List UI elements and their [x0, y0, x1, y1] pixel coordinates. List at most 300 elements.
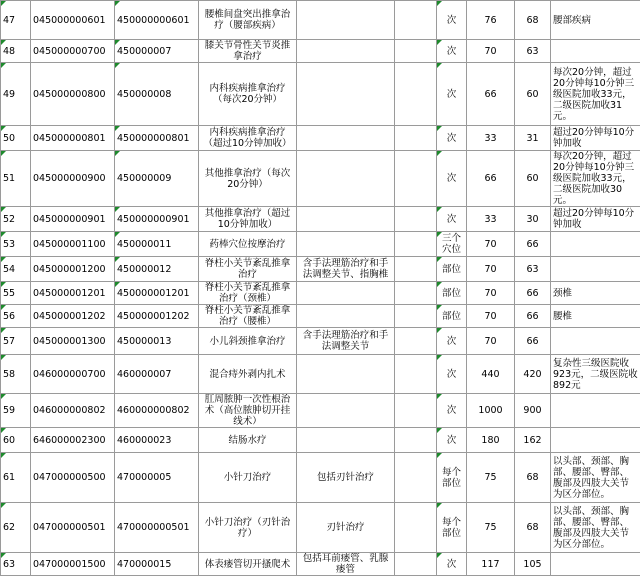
- price-tier-2-cell[interactable]: [515, 207, 551, 232]
- item-code-cell[interactable]: [31, 428, 115, 453]
- item-name: 内科疾病推拿治疗（超过10分钟加收）: [203, 127, 291, 149]
- price-unit: 每个部位: [442, 467, 461, 489]
- table-row: [1, 257, 640, 282]
- item-name-cell[interactable]: [199, 257, 297, 282]
- price-unit-cell[interactable]: [437, 257, 467, 282]
- price-unit: 次: [447, 46, 457, 57]
- price-tier-2: 31: [526, 133, 538, 144]
- row-number-cell[interactable]: [1, 428, 31, 453]
- cell-marker-icon: [437, 1, 442, 6]
- item-name-cell[interactable]: [199, 428, 297, 453]
- item-code: 045000000800: [33, 89, 106, 100]
- price-tier-2-cell[interactable]: [515, 126, 551, 151]
- remark: 以头部、颈部、胸部、腰部、臀部、腹部及四肢大关节为区分部位。: [553, 506, 629, 550]
- item-code-cell[interactable]: [31, 394, 115, 428]
- item-name: 其他推拿治疗（超过10分钟加收）: [205, 208, 291, 230]
- remark-cell[interactable]: [551, 63, 640, 126]
- price-unit-cell[interactable]: [437, 232, 467, 257]
- item-code: 047000001500: [33, 559, 106, 570]
- item-code-cell[interactable]: [31, 151, 115, 207]
- table-row: [1, 126, 640, 151]
- item-name-cell[interactable]: [199, 453, 297, 503]
- item-code-alt: 460000000802: [117, 405, 190, 416]
- price-unit: 次: [447, 15, 457, 26]
- excluded-content-cell[interactable]: [395, 63, 437, 126]
- remark-cell[interactable]: [551, 1, 640, 40]
- table-row: [1, 553, 640, 576]
- row-number-cell[interactable]: [1, 40, 31, 63]
- cell-marker-icon: [437, 257, 442, 262]
- cell-marker-icon: [115, 151, 120, 156]
- price-tier-3-cell[interactable]: [467, 63, 515, 126]
- item-name-cell[interactable]: [199, 232, 297, 257]
- row-number: 63: [3, 559, 15, 570]
- remark-cell[interactable]: [551, 553, 640, 576]
- item-code-alt-cell[interactable]: [115, 257, 199, 282]
- price-unit: 部位: [442, 264, 461, 275]
- price-tier-2: 68: [526, 15, 538, 26]
- table-row: [1, 355, 640, 394]
- row-number-cell[interactable]: [1, 503, 31, 553]
- remark: 超过20分钟每10分钟加收: [553, 127, 634, 149]
- cell-marker-icon: [437, 355, 442, 360]
- item-code-alt: 470000000501: [117, 522, 190, 533]
- table-row: [1, 503, 640, 553]
- item-name: 肛周脓肿一次性根治术（高位脓肿切开挂线术）: [205, 394, 291, 427]
- remark: 以头部、颈部、胸部、腰部、臀部、腹部及四肢大关节为区分部位。: [553, 456, 629, 500]
- remark-cell[interactable]: [551, 394, 640, 428]
- item-code-cell[interactable]: [31, 553, 115, 576]
- item-content: 包括刃针治疗: [317, 472, 374, 483]
- item-name: 结肠水疗: [228, 435, 266, 446]
- item-code-alt-cell[interactable]: [115, 63, 199, 126]
- price-unit-cell[interactable]: [437, 394, 467, 428]
- price-unit-cell[interactable]: [437, 305, 467, 328]
- row-number: 54: [3, 264, 15, 275]
- price-tier-2-cell[interactable]: [515, 305, 551, 328]
- item-name-cell[interactable]: [199, 63, 297, 126]
- remark-cell[interactable]: [551, 428, 640, 453]
- table-body: [1, 1, 640, 576]
- item-code: 046000000802: [33, 405, 106, 416]
- price-unit: 部位: [442, 288, 461, 299]
- excluded-content-cell[interactable]: [395, 126, 437, 151]
- table-row: [1, 40, 640, 63]
- price-tier-3-cell[interactable]: [467, 151, 515, 207]
- cell-marker-icon: [1, 428, 6, 433]
- price-tier-3-cell[interactable]: [467, 355, 515, 394]
- price-unit-cell[interactable]: [437, 553, 467, 576]
- cell-marker-icon: [115, 63, 120, 68]
- item-code-alt-cell[interactable]: [115, 1, 199, 40]
- remark: 每次20分钟，超过20分钟每10分钟三级医院加收33元，二级医院加收30元。: [553, 151, 634, 206]
- price-unit: 部位: [442, 311, 461, 322]
- item-code-alt-cell[interactable]: [115, 232, 199, 257]
- item-content-cell[interactable]: [297, 63, 395, 126]
- cell-marker-icon: [1, 328, 6, 333]
- price-tier-2-cell[interactable]: [515, 553, 551, 576]
- item-code: 045000001200: [33, 264, 106, 275]
- item-name: 膝关节骨性关节炎推拿治疗: [205, 40, 291, 62]
- item-code-alt-cell[interactable]: [115, 453, 199, 503]
- item-name: 脊柱小关节紊乱推拿治疗（颈椎）: [205, 282, 291, 304]
- row-number-cell[interactable]: [1, 553, 31, 576]
- item-content-cell[interactable]: [297, 1, 395, 40]
- item-code-alt-cell[interactable]: [115, 282, 199, 305]
- item-code-alt-cell[interactable]: [115, 328, 199, 355]
- row-number-cell[interactable]: [1, 63, 31, 126]
- row-number-cell[interactable]: [1, 257, 31, 282]
- cell-marker-icon: [437, 207, 442, 212]
- cell-marker-icon: [1, 503, 6, 508]
- item-content-cell[interactable]: [297, 207, 395, 232]
- item-content-cell[interactable]: [297, 553, 395, 576]
- row-number: 60: [3, 435, 15, 446]
- table-row: [1, 453, 640, 503]
- item-code-alt-cell[interactable]: [115, 394, 199, 428]
- cell-marker-icon: [437, 232, 442, 237]
- price-tier-3-cell[interactable]: [467, 553, 515, 576]
- cell-marker-icon: [437, 305, 442, 310]
- item-code-cell[interactable]: [31, 40, 115, 63]
- price-tier-3-cell[interactable]: [467, 328, 515, 355]
- row-number-cell[interactable]: [1, 305, 31, 328]
- item-content-cell[interactable]: [297, 453, 395, 503]
- item-code-cell[interactable]: [31, 305, 115, 328]
- item-name: 其他推拿治疗（每次20分钟）: [205, 168, 291, 190]
- row-number: 57: [3, 336, 15, 347]
- price-tier-3-cell[interactable]: [467, 503, 515, 553]
- remark-cell[interactable]: [551, 257, 640, 282]
- excluded-content-cell[interactable]: [395, 207, 437, 232]
- remark-cell[interactable]: [551, 503, 640, 553]
- item-content: 含手法理筋治疗和手法调整关节、指胸椎: [303, 258, 389, 280]
- item-name: 腰椎间盘突出推拿治疗（腰部疾病）: [205, 9, 291, 31]
- price-tier-2-cell[interactable]: [515, 394, 551, 428]
- price-unit: 次: [447, 369, 457, 380]
- item-code: 045000000901: [33, 214, 106, 225]
- row-number-cell[interactable]: [1, 1, 31, 40]
- price-tier-2: 30: [526, 214, 538, 225]
- cell-marker-icon: [1, 394, 6, 399]
- item-code-alt: 470000015: [117, 559, 171, 570]
- price-tier-2: 66: [526, 288, 538, 299]
- excluded-content-cell[interactable]: [395, 257, 437, 282]
- item-name-cell[interactable]: [199, 40, 297, 63]
- excluded-content-cell[interactable]: [395, 40, 437, 63]
- cell-marker-icon: [115, 40, 120, 45]
- price-tier-3-cell[interactable]: [467, 126, 515, 151]
- price-tier-3-cell[interactable]: [467, 453, 515, 503]
- price-tier-2: 66: [526, 311, 538, 322]
- excluded-content-cell[interactable]: [395, 553, 437, 576]
- row-number-cell[interactable]: [1, 151, 31, 207]
- item-name-cell[interactable]: [199, 503, 297, 553]
- remark-cell[interactable]: [551, 126, 640, 151]
- item-content: 包括耳前瘘管、乳腺瘘管: [303, 553, 389, 575]
- price-tier-3-cell[interactable]: [467, 232, 515, 257]
- item-content-cell[interactable]: [297, 126, 395, 151]
- item-code: 045000001100: [33, 239, 106, 250]
- item-content-cell[interactable]: [297, 282, 395, 305]
- table-row: [1, 394, 640, 428]
- item-code-cell[interactable]: [31, 207, 115, 232]
- row-number-cell[interactable]: [1, 453, 31, 503]
- cell-marker-icon: [437, 453, 442, 458]
- item-content-cell[interactable]: [297, 305, 395, 328]
- cell-marker-icon: [1, 282, 6, 287]
- price-tier-3-cell[interactable]: [467, 1, 515, 40]
- excluded-content-cell[interactable]: [395, 355, 437, 394]
- price-tier-3: 70: [484, 311, 496, 322]
- row-number: 51: [3, 173, 15, 184]
- price-unit: 次: [447, 336, 457, 347]
- price-unit-cell[interactable]: [437, 453, 467, 503]
- price-tier-3-cell[interactable]: [467, 394, 515, 428]
- price-tier-2: 60: [526, 89, 538, 100]
- price-tier-3: 75: [484, 522, 496, 533]
- item-content-cell[interactable]: [297, 257, 395, 282]
- item-code: 045000000700: [33, 46, 106, 57]
- item-code-alt-cell[interactable]: [115, 151, 199, 207]
- price-tier-3-cell[interactable]: [467, 428, 515, 453]
- item-content-cell[interactable]: [297, 355, 395, 394]
- row-number: 55: [3, 288, 15, 299]
- cell-marker-icon: [115, 282, 120, 287]
- item-name-cell[interactable]: [199, 355, 297, 394]
- remark-cell[interactable]: [551, 328, 640, 355]
- remark-cell[interactable]: [551, 232, 640, 257]
- price-tier-3-cell[interactable]: [467, 305, 515, 328]
- item-code-cell[interactable]: [31, 453, 115, 503]
- item-code-alt: 450000008: [117, 89, 171, 100]
- item-code-cell[interactable]: [31, 126, 115, 151]
- price-unit-cell[interactable]: [437, 151, 467, 207]
- cell-marker-icon: [1, 1, 6, 6]
- price-tier-3: 33: [484, 133, 496, 144]
- price-tier-3: 117: [481, 559, 499, 570]
- price-tier-2-cell[interactable]: [515, 355, 551, 394]
- item-content-cell[interactable]: [297, 428, 395, 453]
- item-name-cell[interactable]: [199, 1, 297, 40]
- price-tier-2-cell[interactable]: [515, 503, 551, 553]
- price-tier-2-cell[interactable]: [515, 1, 551, 40]
- cell-marker-icon: [1, 207, 6, 212]
- row-number: 58: [3, 369, 15, 380]
- table-row: [1, 1, 640, 40]
- excluded-content-cell[interactable]: [395, 503, 437, 553]
- table-row: [1, 232, 640, 257]
- price-tier-3: 66: [484, 173, 496, 184]
- excluded-content-cell[interactable]: [395, 453, 437, 503]
- cell-marker-icon: [437, 328, 442, 333]
- excluded-content-cell[interactable]: [395, 232, 437, 257]
- item-content-cell[interactable]: [297, 232, 395, 257]
- item-code-alt-cell[interactable]: [115, 355, 199, 394]
- cell-marker-icon: [437, 126, 442, 131]
- cell-marker-icon: [1, 355, 6, 360]
- excluded-content-cell[interactable]: [395, 328, 437, 355]
- price-unit-cell[interactable]: [437, 355, 467, 394]
- item-code-alt-cell[interactable]: [115, 305, 199, 328]
- price-unit-cell[interactable]: [437, 40, 467, 63]
- item-code: 045000001201: [33, 288, 106, 299]
- row-number-cell[interactable]: [1, 207, 31, 232]
- price-tier-2: 68: [526, 522, 538, 533]
- remark-cell[interactable]: [551, 355, 640, 394]
- item-code-cell[interactable]: [31, 355, 115, 394]
- price-unit-cell[interactable]: [437, 428, 467, 453]
- price-unit: 次: [447, 133, 457, 144]
- row-number: 50: [3, 133, 15, 144]
- table-row: [1, 207, 640, 232]
- cell-marker-icon: [437, 63, 442, 68]
- price-tier-3: 76: [484, 15, 496, 26]
- excluded-content-cell[interactable]: [395, 305, 437, 328]
- remark-cell[interactable]: [551, 282, 640, 305]
- remark: 复杂性三级医院收923元，二级医院收892元: [553, 358, 638, 391]
- item-code-cell[interactable]: [31, 503, 115, 553]
- item-name-cell[interactable]: [199, 305, 297, 328]
- price-unit-cell[interactable]: [437, 328, 467, 355]
- item-code: 047000000501: [33, 522, 106, 533]
- price-tier-2-cell[interactable]: [515, 428, 551, 453]
- price-tier-3: 70: [484, 239, 496, 250]
- price-tier-3: 70: [484, 264, 496, 275]
- item-name: 小针刀治疗: [224, 472, 272, 483]
- row-number-cell[interactable]: [1, 328, 31, 355]
- item-content: 含手法理筋治疗和手法调整关节: [303, 330, 389, 352]
- price-tier-2-cell[interactable]: [515, 257, 551, 282]
- table-row: [1, 328, 640, 355]
- price-unit-cell[interactable]: [437, 126, 467, 151]
- item-name-cell[interactable]: [199, 207, 297, 232]
- item-code-alt-cell[interactable]: [115, 428, 199, 453]
- price-tier-2-cell[interactable]: [515, 282, 551, 305]
- remark-cell[interactable]: [551, 453, 640, 503]
- item-name-cell[interactable]: [199, 282, 297, 305]
- item-code-alt-cell[interactable]: [115, 503, 199, 553]
- price-tier-2-cell[interactable]: [515, 151, 551, 207]
- price-tier-3-cell[interactable]: [467, 40, 515, 63]
- table-row: [1, 63, 640, 126]
- item-name-cell[interactable]: [199, 126, 297, 151]
- item-name: 内科疾病推拿治疗（每次20分钟）: [209, 83, 285, 105]
- item-name: 脊柱小关节紊乱推拿治疗（腰椎）: [205, 305, 291, 327]
- cell-marker-icon: [1, 453, 6, 458]
- excluded-content-cell[interactable]: [395, 1, 437, 40]
- price-unit-cell[interactable]: [437, 282, 467, 305]
- price-tier-3: 70: [484, 288, 496, 299]
- item-code-alt: 450000011: [117, 239, 171, 250]
- price-unit: 每个部位: [442, 517, 461, 539]
- excluded-content-cell[interactable]: [395, 394, 437, 428]
- row-number: 59: [3, 405, 15, 416]
- price-tier-2-cell[interactable]: [515, 328, 551, 355]
- price-unit-cell[interactable]: [437, 63, 467, 126]
- cell-marker-icon: [115, 126, 120, 131]
- item-code-cell[interactable]: [31, 232, 115, 257]
- row-number-cell[interactable]: [1, 232, 31, 257]
- price-tier-2: 68: [526, 472, 538, 483]
- cell-marker-icon: [437, 151, 442, 156]
- cell-marker-icon: [115, 232, 120, 237]
- price-tier-3-cell[interactable]: [467, 207, 515, 232]
- item-code-alt-cell[interactable]: [115, 553, 199, 576]
- remark-cell[interactable]: [551, 151, 640, 207]
- price-unit-cell[interactable]: [437, 503, 467, 553]
- row-number-cell[interactable]: [1, 282, 31, 305]
- item-code-alt-cell[interactable]: [115, 207, 199, 232]
- item-content-cell[interactable]: [297, 40, 395, 63]
- table-row: [1, 305, 640, 328]
- item-content: 刃针治疗: [326, 522, 364, 533]
- item-code-cell[interactable]: [31, 282, 115, 305]
- price-tier-3-cell[interactable]: [467, 282, 515, 305]
- price-unit: 次: [447, 214, 457, 225]
- item-name-cell[interactable]: [199, 394, 297, 428]
- item-name-cell[interactable]: [199, 151, 297, 207]
- price-tier-2-cell[interactable]: [515, 232, 551, 257]
- price-unit: 次: [447, 405, 457, 416]
- excluded-content-cell[interactable]: [395, 151, 437, 207]
- item-code-alt: 450000009: [117, 173, 171, 184]
- cell-marker-icon: [115, 207, 120, 212]
- item-code-alt-cell[interactable]: [115, 40, 199, 63]
- row-number-cell[interactable]: [1, 394, 31, 428]
- price-tier-2-cell[interactable]: [515, 40, 551, 63]
- item-code-alt: 450000007: [117, 46, 171, 57]
- price-tier-2-cell[interactable]: [515, 63, 551, 126]
- item-content-cell[interactable]: [297, 151, 395, 207]
- item-code: 045000001202: [33, 311, 106, 322]
- remark-cell[interactable]: [551, 305, 640, 328]
- price-unit-cell[interactable]: [437, 1, 467, 40]
- price-unit: 次: [447, 173, 457, 184]
- excluded-content-cell[interactable]: [395, 282, 437, 305]
- cell-marker-icon: [1, 232, 6, 237]
- cell-marker-icon: [1, 126, 6, 131]
- item-name-cell[interactable]: [199, 553, 297, 576]
- price-unit-cell[interactable]: [437, 207, 467, 232]
- item-code-alt-cell[interactable]: [115, 126, 199, 151]
- row-number: 61: [3, 472, 15, 483]
- row-number-cell[interactable]: [1, 355, 31, 394]
- cell-marker-icon: [437, 553, 442, 558]
- item-content-cell[interactable]: [297, 394, 395, 428]
- item-code-cell[interactable]: [31, 328, 115, 355]
- row-number-cell[interactable]: [1, 126, 31, 151]
- item-code-cell[interactable]: [31, 63, 115, 126]
- price-tier-2: 900: [523, 405, 541, 416]
- remark-cell[interactable]: [551, 207, 640, 232]
- price-tier-2: 63: [526, 264, 538, 275]
- item-content-cell[interactable]: [297, 328, 395, 355]
- item-code-cell[interactable]: [31, 257, 115, 282]
- cell-marker-icon: [115, 1, 120, 6]
- item-code: 046000000700: [33, 369, 106, 380]
- row-number: 48: [3, 46, 15, 57]
- item-code-cell[interactable]: [31, 1, 115, 40]
- item-content-cell[interactable]: [297, 503, 395, 553]
- item-name-cell[interactable]: [199, 328, 297, 355]
- cell-marker-icon: [437, 503, 442, 508]
- excluded-content-cell[interactable]: [395, 428, 437, 453]
- price-tier-2: 105: [523, 559, 541, 570]
- remark-cell[interactable]: [551, 40, 640, 63]
- price-tier-2-cell[interactable]: [515, 453, 551, 503]
- price-tier-3-cell[interactable]: [467, 257, 515, 282]
